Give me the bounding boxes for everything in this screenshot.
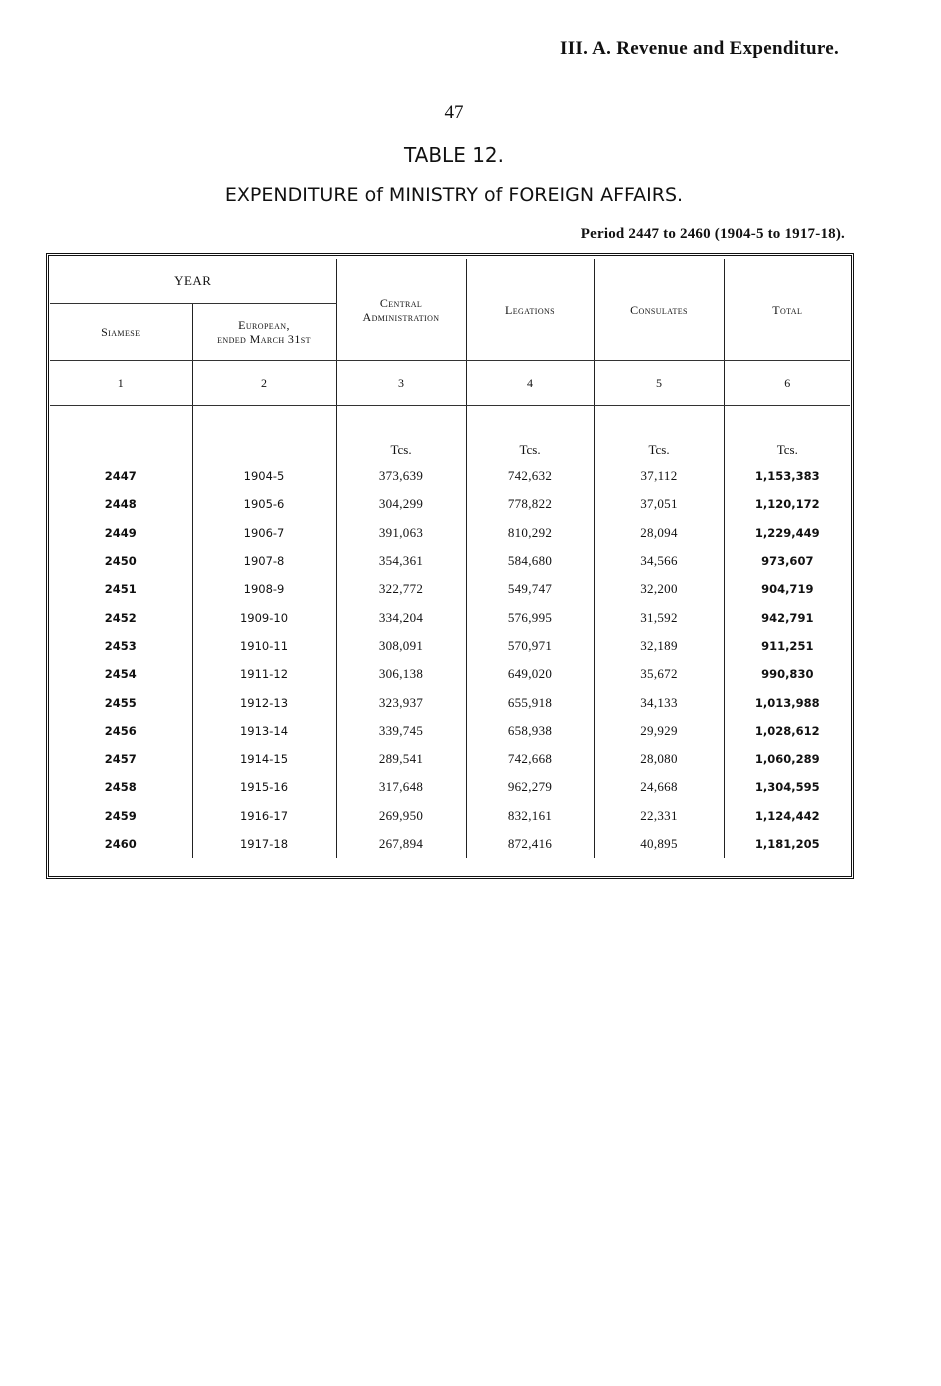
total-cell: 1,153,383 — [724, 462, 850, 490]
european-year-cell: 1908-9 — [192, 575, 336, 603]
central-administration-cell: 373,639 — [336, 462, 466, 490]
european-year-cell: 1911-12 — [192, 660, 336, 688]
central-administration-cell: 391,063 — [336, 519, 466, 547]
legations-cell: 649,020 — [466, 660, 594, 688]
legations-cell: 576,995 — [466, 603, 594, 631]
column-number: 3 — [336, 361, 466, 406]
total-cell: 911,251 — [724, 632, 850, 660]
total-cell: 990,830 — [724, 660, 850, 688]
central-administration-cell: 323,937 — [336, 688, 466, 716]
table-row — [50, 802, 850, 830]
central-administration-cell: 354,361 — [336, 547, 466, 575]
legations-cell: 810,292 — [466, 519, 594, 547]
central-administration-cell: 289,541 — [336, 745, 466, 773]
european-year-cell: 1905-6 — [192, 490, 336, 518]
central-administration-header — [336, 259, 466, 361]
legations-cell: 549,747 — [466, 575, 594, 603]
unit-label: Tcs. — [466, 438, 594, 462]
consulates-cell: 24,668 — [594, 773, 724, 801]
consulates-cell: 34,133 — [594, 688, 724, 716]
consulates-cell: 37,051 — [594, 490, 724, 518]
table-row — [50, 575, 850, 603]
central-header-line2: Administration — [362, 309, 440, 324]
page-number: 47 — [444, 102, 464, 123]
year-group-header: YEAR — [50, 259, 336, 304]
consulates-cell: 34,566 — [594, 547, 724, 575]
siamese-year-cell: 2458 — [104, 780, 137, 795]
siamese-year-cell: 2452 — [104, 610, 137, 625]
total-cell: 1,060,289 — [724, 745, 850, 773]
consulates-header: Consulates — [594, 259, 724, 361]
central-administration-cell: 322,772 — [336, 575, 466, 603]
legations-cell: 742,632 — [466, 462, 594, 490]
consulates-cell: 28,080 — [594, 745, 724, 773]
european-header — [192, 304, 336, 361]
legations-cell: 584,680 — [466, 547, 594, 575]
table-row — [50, 462, 850, 490]
legations-header: Legations — [466, 259, 594, 361]
siamese-year-cell: 2449 — [104, 525, 137, 540]
siamese-year-cell: 2451 — [104, 582, 137, 597]
siamese-year-cell: 2448 — [104, 497, 137, 512]
unit-row — [50, 438, 850, 462]
total-cell: 1,229,449 — [724, 519, 850, 547]
table-row — [50, 632, 850, 660]
central-administration-cell: 339,745 — [336, 717, 466, 745]
central-administration-cell: 317,648 — [336, 773, 466, 801]
siamese-year-cell: 2459 — [104, 808, 137, 823]
legations-cell: 658,938 — [466, 717, 594, 745]
table-row — [50, 745, 850, 773]
table-number: TABLE 12. — [403, 143, 504, 167]
consulates-cell: 29,929 — [594, 717, 724, 745]
table-title: EXPENDITURE of MINISTRY of FOREIGN AFFAIRS. — [224, 184, 684, 206]
consulates-cell: 32,189 — [594, 632, 724, 660]
unit-label: Tcs. — [336, 438, 466, 462]
siamese-year-cell: 2454 — [104, 667, 137, 682]
consulates-cell: 32,200 — [594, 575, 724, 603]
column-number: 6 — [724, 361, 850, 406]
central-administration-cell: 306,138 — [336, 660, 466, 688]
section-header: III. A. Revenue and Expenditure. — [560, 38, 839, 59]
consulates-cell: 40,895 — [594, 830, 724, 858]
european-header-line2: ended March 31st — [217, 332, 311, 346]
central-administration-cell: 267,894 — [336, 830, 466, 858]
european-year-cell: 1914-15 — [192, 745, 336, 773]
total-cell: 1,124,442 — [724, 802, 850, 830]
consulates-cell: 35,672 — [594, 660, 724, 688]
total-cell: 1,181,205 — [724, 830, 850, 858]
european-year-cell: 1907-8 — [192, 547, 336, 575]
legations-cell: 872,416 — [466, 830, 594, 858]
legations-cell: 655,918 — [466, 688, 594, 716]
consulates-cell: 31,592 — [594, 603, 724, 631]
unit-label: Tcs. — [724, 438, 850, 462]
expenditure-table — [50, 259, 850, 858]
column-number: 5 — [594, 361, 724, 406]
siamese-year-cell: 2460 — [104, 837, 137, 851]
table-row — [50, 660, 850, 688]
central-administration-cell: 269,950 — [336, 802, 466, 830]
total-cell: 904,719 — [724, 575, 850, 603]
european-year-cell: 1915-16 — [192, 773, 336, 801]
consulates-cell: 37,112 — [594, 462, 724, 490]
siamese-year-cell: 2450 — [104, 554, 137, 569]
total-cell: 1,013,988 — [724, 688, 850, 716]
european-year-cell: 1917-18 — [192, 830, 336, 858]
consulates-cell: 22,331 — [594, 802, 724, 830]
total-header: Total — [724, 259, 850, 361]
european-year-cell: 1910-11 — [192, 632, 336, 660]
siamese-year-cell: 2455 — [104, 695, 137, 710]
table-row — [50, 830, 850, 858]
legations-cell: 832,161 — [466, 802, 594, 830]
table-row — [50, 547, 850, 575]
european-year-cell: 1912-13 — [192, 688, 336, 716]
total-cell: 1,120,172 — [724, 490, 850, 518]
total-cell: 1,304,595 — [724, 773, 850, 801]
european-year-cell: 1913-14 — [192, 717, 336, 745]
table-row — [50, 688, 850, 716]
table-row — [50, 717, 850, 745]
total-cell: 942,791 — [724, 603, 850, 631]
total-cell: 1,028,612 — [724, 717, 850, 745]
legations-cell: 962,279 — [466, 773, 594, 801]
european-header-line1: European, — [238, 318, 290, 332]
legations-cell: 570,971 — [466, 632, 594, 660]
column-number: 1 — [50, 361, 192, 406]
table-row — [50, 519, 850, 547]
siamese-year-cell: 2453 — [104, 638, 137, 653]
central-header-line1: Central — [379, 295, 423, 310]
siamese-year-cell: 2447 — [104, 469, 137, 484]
european-year-cell: 1904-5 — [192, 462, 336, 490]
central-administration-cell: 308,091 — [336, 632, 466, 660]
column-number-row — [50, 361, 850, 406]
table-row — [50, 490, 850, 518]
column-number: 2 — [192, 361, 336, 406]
siamese-year-cell: 2456 — [104, 723, 137, 738]
consulates-cell: 28,094 — [594, 519, 724, 547]
siamese-year-cell: 2457 — [104, 752, 137, 767]
central-administration-cell: 334,204 — [336, 603, 466, 631]
table-row — [50, 773, 850, 801]
european-year-cell: 1916-17 — [192, 802, 336, 830]
period-caption: Period 2447 to 2460 (1904-5 to 1917-18). — [580, 226, 845, 242]
central-administration-cell: 304,299 — [336, 490, 466, 518]
table-row — [50, 603, 850, 631]
legations-cell: 778,822 — [466, 490, 594, 518]
total-cell: 973,607 — [724, 547, 850, 575]
column-number: 4 — [466, 361, 594, 406]
legations-cell: 742,668 — [466, 745, 594, 773]
unit-label: Tcs. — [594, 438, 724, 462]
european-year-cell: 1909-10 — [192, 603, 336, 631]
siamese-header: Siamese — [50, 304, 192, 361]
european-year-cell: 1906-7 — [192, 519, 336, 547]
